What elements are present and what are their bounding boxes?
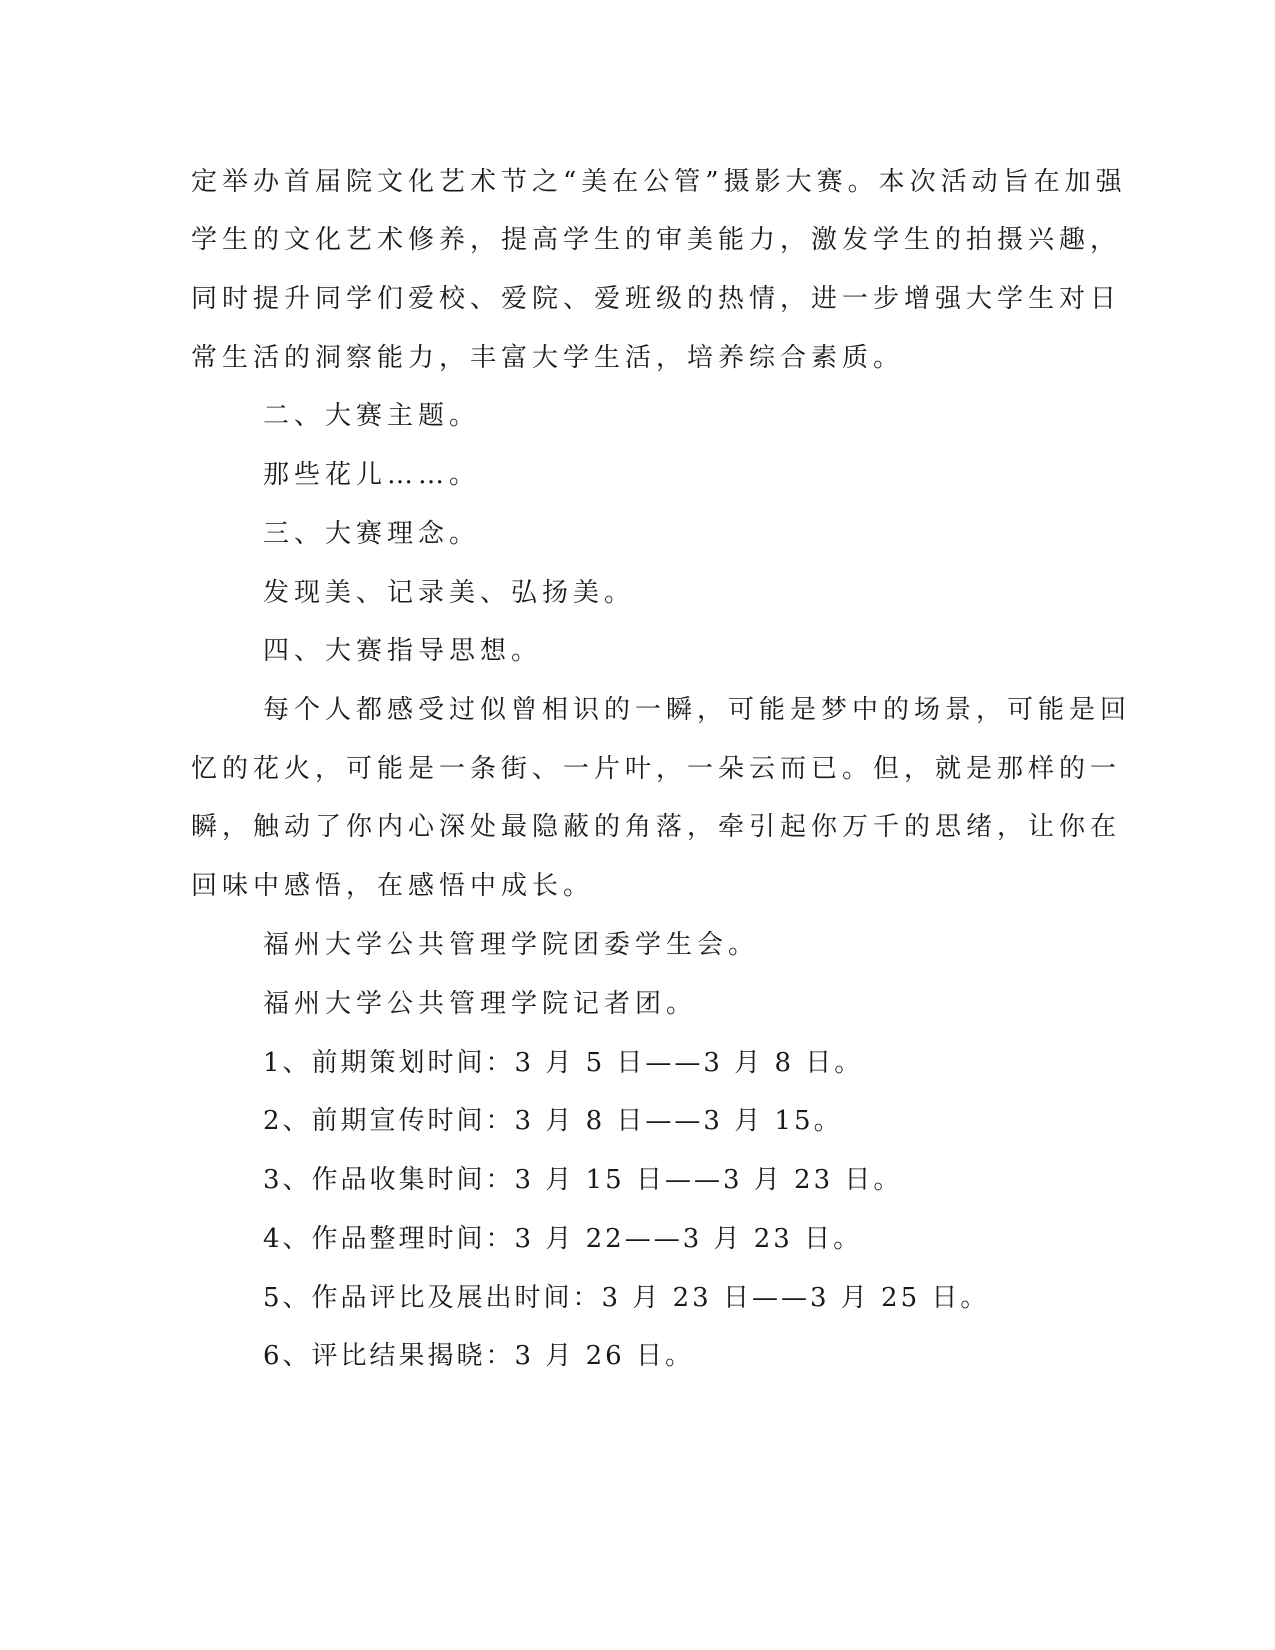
intro-line-3: 同时提升同学们爱校、爱院、爱班级的热情，进一步增强大学生对日 <box>191 284 1122 314</box>
schedule-item: 2、前期宣传时间：3 月 8 日——3 月 15。 <box>263 1106 843 1136</box>
section-heading-concept: 三、大赛理念。 <box>263 519 481 549</box>
section-body-theme: 那些花儿……。 <box>263 460 481 490</box>
intro-line-1: 定举办首届院文化艺术节之“美在公管”摄影大赛。本次活动旨在加强 <box>191 167 1127 197</box>
section-heading-guiding: 四、大赛指导思想。 <box>263 636 543 666</box>
section-heading-theme: 二、大赛主题。 <box>263 401 481 431</box>
organizer-press-corps: 福州大学公共管理学院记者团。 <box>263 989 698 1019</box>
guiding-line-2: 忆的花火，可能是一条街、一片叶，一朵云而已。但，就是那样的一 <box>191 754 1122 784</box>
schedule-item: 1、前期策划时间：3 月 5 日——3 月 8 日。 <box>263 1048 864 1078</box>
schedule-item: 3、作品收集时间：3 月 15 日——3 月 23 日。 <box>263 1165 903 1195</box>
intro-line-4: 常生活的洞察能力，丰富大学生活，培养综合素质。 <box>191 343 905 373</box>
schedule-item: 5、作品评比及展出时间：3 月 23 日——3 月 25 日。 <box>263 1283 990 1313</box>
guiding-line-4: 回味中感悟，在感悟中成长。 <box>191 871 595 901</box>
guiding-line-1: 每个人都感受过似曾相识的一瞬，可能是梦中的场景，可能是回 <box>263 695 1132 725</box>
section-body-concept: 发现美、记录美、弘扬美。 <box>263 578 636 608</box>
schedule-item: 4、作品整理时间：3 月 22——3 月 23 日。 <box>263 1224 863 1254</box>
guiding-line-3: 瞬，触动了你内心深处最隐蔽的角落，牵引起你万千的思绪，让你在 <box>191 812 1122 842</box>
intro-line-2: 学生的文化艺术修养，提高学生的审美能力，激发学生的拍摄兴趣， <box>191 225 1122 255</box>
schedule-item: 6、评比结果揭晓：3 月 26 日。 <box>263 1341 694 1371</box>
organizer-student-union: 福州大学公共管理学院团委学生会。 <box>263 930 760 960</box>
